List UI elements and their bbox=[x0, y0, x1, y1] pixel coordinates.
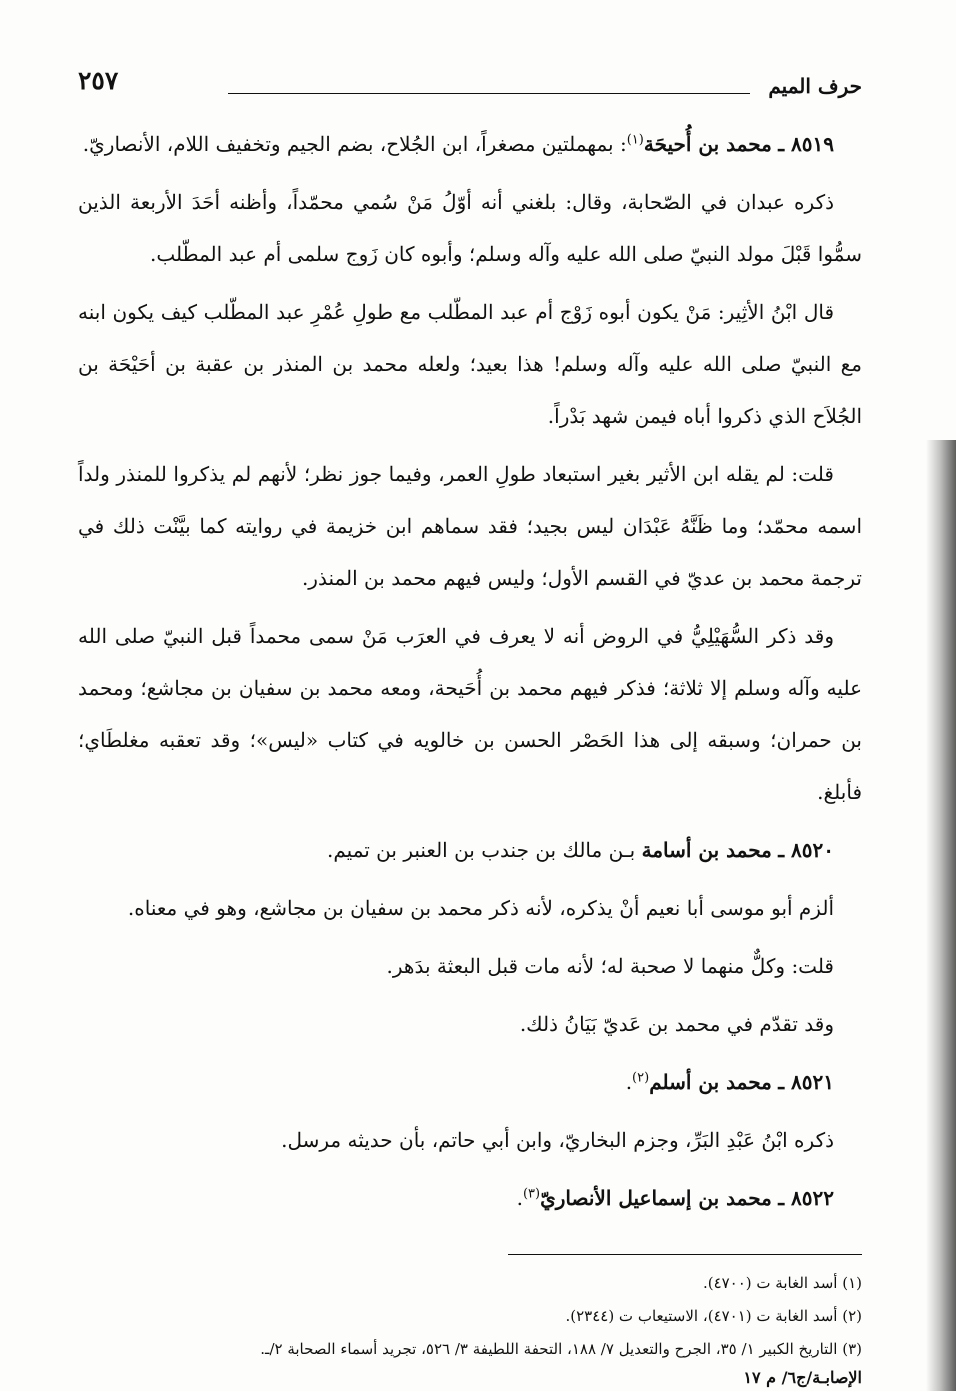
main-text bbox=[78, 118, 862, 1224]
footnote-ref[interactable]: (٣) bbox=[522, 1186, 541, 1202]
book-page bbox=[78, 62, 862, 1387]
chapter-title: حرف الميم bbox=[768, 74, 862, 98]
paragraph: وقد ذكر السُّهَيْلِيُّ في الروض أنه لا يعرف في العرَب مَنْ سمى محمداً قبل النبيّ صلى الله عليه وآله وسلم إلا ثلاثة؛ فذكر فيهم محمد بن أُحَيحة، ومعه محمد بن سفيان بن مجاشع؛ ومحمد بن حمران؛ وسبقه إلى هذا الحَصْر الحسن بن خالويه في كتاب «ليس»؛ وقد تعقبه مغلطَاي؛ فأبلغ. bbox=[78, 624, 862, 804]
footnote-1: (١) أسد الغابة ت (٤٧٠٠). bbox=[702, 1274, 862, 1292]
paragraph: وقد تقدّم في محمد بن عَديّ بَيَانُ ذلك. bbox=[519, 1012, 834, 1036]
page-number: ٢٥٧ bbox=[78, 66, 119, 95]
entry-text: . bbox=[516, 1186, 523, 1210]
entry-name: محمد بن أسلم bbox=[649, 1070, 772, 1094]
footnote-separator bbox=[508, 1254, 862, 1255]
footnote-2: (٢) أسد الغابة ت (٤٧٠١)، الاستيعاب ت (٢٣٤٤). bbox=[565, 1307, 862, 1325]
footnotes bbox=[78, 1267, 862, 1366]
entry-number: ٨٥٢٠ ـ bbox=[778, 838, 834, 862]
entry-8521 bbox=[78, 1056, 862, 1108]
footnote-ref[interactable]: (٢) bbox=[632, 1070, 650, 1086]
running-header bbox=[78, 62, 862, 118]
paragraph: ذكره ابْنُ عَبْدِ البَرِّ، وجزم البخاريّ، وابن أبي حاتم، بأن حديثه مرسل. bbox=[281, 1128, 834, 1152]
entry-number: ٨٥٢١ ـ bbox=[778, 1070, 834, 1094]
paragraph: ذكره عبدان في الصّحابة، وقال: بلغني أنه أوّلُ مَنْ سُمي محمّداً، وأظنه أحَدَ الأربعة الذين سمُّوا قَبْلَ مولد النبيّ صلى الله عليه وآله وسلم؛ وأبوه كان زَوج سلمى أم عبد المطّلب. bbox=[78, 190, 862, 266]
footnote-3: (٣) التاريخ الكبير ١/ ٣٥، الجرح والتعديل ٧/ ١٨٨، التحفة اللطيفة ٣/ ٥٢٦، تجريد أسماء الصحابة ٢/ـ. bbox=[260, 1340, 862, 1358]
paragraph: قلت: وكلٌّ منهما لا صحبة له؛ لأنه مات قبل البعثة بدَهر. bbox=[386, 954, 834, 978]
page-edge-shadow bbox=[926, 440, 956, 1391]
entry-8522 bbox=[78, 1172, 862, 1224]
entry-number: ٨٥٢٢ ـ bbox=[778, 1186, 834, 1210]
entry-text: : بمهملتين مصغراً، ابن الجُلاح، بضم الجيم وتخفيف اللام، الأنصاريّ. bbox=[82, 132, 627, 156]
entry-text: . bbox=[625, 1070, 633, 1094]
footnote-ref[interactable]: (١) bbox=[626, 132, 644, 148]
paragraph: قلت: لم يقله ابن الأثير بغير استبعاد طولِ العمر، وفيما جوز نظر؛ لأنهم لم يذكروا للمنذر ولداً اسمه محمّد؛ وما ظَنَّهُ عَبْدَان ليس بجيد؛ فقد سماهم ابن خزيمة في روايته كما بيَّنْت ذلك في ترجمة محمد بن عديّ في القسم الأول؛ وليس فيهم محمد بن المنذر. bbox=[78, 462, 862, 590]
signature-mark: الإصابـة/ج٦/ م ١٧ bbox=[743, 1368, 862, 1387]
paragraph: قال ابْنُ الأثِير: مَنْ يكون أبوه زَوْج أم عبد المطّلب مع طولِ عُمْرِ عبد المطّلب كيف يكون ابنه مع النبيّ صلى الله عليه وآله وسلم! هذا بعيد؛ ولعله محمد بن المنذر بن عقبة بن أحَيْحَة بن الجُلاَح الذي ذكروا أباه فيمن شهد بَدْراً. bbox=[78, 300, 862, 428]
paragraph: ألزم أبو موسى أبا نعيم أنْ يذكره، لأنه ذكر محمد بن سفيان بن مجاشع، وهو في معناه. bbox=[127, 896, 834, 920]
entry-name: محمد بن إسماعيل الأنصاريّ bbox=[540, 1186, 772, 1210]
entry-name: محمد بن أُحيحَة bbox=[643, 132, 772, 156]
entry-text: بـن مالك بن جندب بن العنبر بن تميم. bbox=[326, 838, 642, 862]
entry-8520 bbox=[78, 824, 862, 876]
entry-name: محمد بن أسامة bbox=[641, 838, 772, 862]
header-rule bbox=[228, 93, 750, 94]
entry-8519 bbox=[78, 118, 862, 170]
entry-number: ٨٥١٩ ـ bbox=[778, 132, 834, 156]
